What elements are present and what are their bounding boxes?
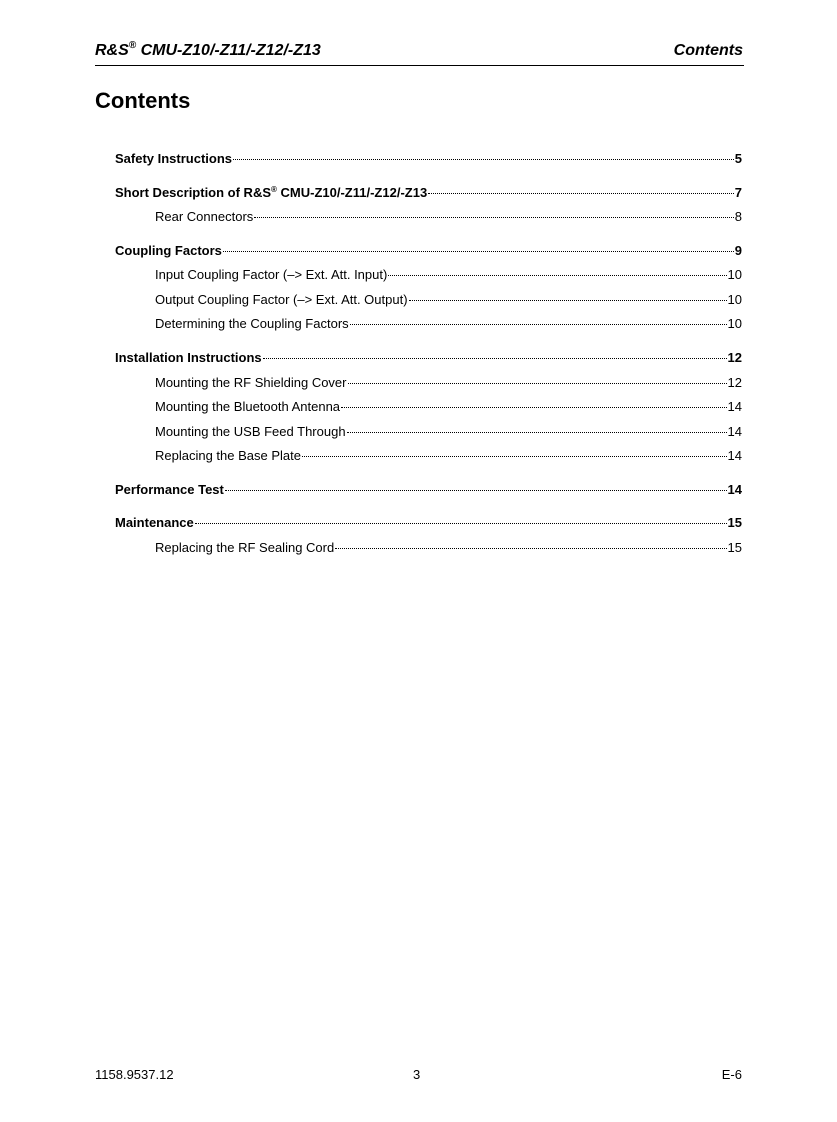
- toc-dot-leader: [223, 251, 734, 252]
- toc-page-number: 10: [727, 267, 742, 282]
- toc-entry-label: Maintenance: [115, 515, 194, 530]
- toc-dot-leader: [348, 383, 727, 384]
- toc-dot-leader: [335, 548, 726, 549]
- registered-mark: ®: [128, 40, 137, 51]
- toc-page-number: 15: [727, 515, 742, 530]
- toc-page-number: 5: [734, 151, 742, 166]
- footer-edition: E-6: [721, 1067, 742, 1082]
- toc-entry-label: Mounting the USB Feed Through: [155, 424, 346, 439]
- toc-entry-maintenance[interactable]: [115, 514, 742, 532]
- header-product-title: [95, 42, 321, 60]
- toc-entry-replacing-base-plate[interactable]: [155, 447, 742, 465]
- toc-entry-label-end: CMU-Z10/-Z11/-Z12/-Z13: [276, 185, 428, 200]
- footer-doc-number: 1158.9537.12: [95, 1067, 174, 1082]
- header-brand: R&S: [95, 42, 129, 59]
- toc-dot-leader: [428, 193, 734, 194]
- toc-dot-leader: [233, 159, 734, 160]
- toc-entry-label: Installation Instructions: [115, 350, 262, 365]
- header-product: CMU-Z10/-Z11/-Z12/-Z13: [140, 42, 321, 59]
- toc-entry-label: Replacing the Base Plate: [155, 448, 301, 463]
- header-section-name: Contents: [673, 42, 743, 59]
- toc-page-number: 7: [734, 185, 742, 200]
- toc-dot-leader: [263, 358, 727, 359]
- footer-page-number: 3: [413, 1067, 421, 1082]
- toc-entry-mounting-bluetooth-antenna[interactable]: [155, 398, 742, 416]
- toc-dot-leader: [341, 407, 726, 408]
- toc-entry-label: Determining the Coupling Factors: [155, 316, 349, 331]
- toc-page-number: 14: [727, 399, 742, 414]
- toc-entry-determining-coupling-factors[interactable]: [155, 315, 742, 333]
- toc-entry-label: Mounting the Bluetooth Antenna: [155, 399, 341, 414]
- toc-entry-label: [115, 184, 427, 202]
- toc-entry-coupling-factors[interactable]: [115, 242, 742, 260]
- toc-dot-leader: [347, 432, 727, 433]
- toc-page-number: 14: [727, 448, 742, 463]
- toc-dot-leader: [225, 490, 727, 491]
- toc-entry-label: Input Coupling Factor (–> Ext. Att. Input): [155, 267, 388, 282]
- toc-entry-label: Output Coupling Factor (–> Ext. Att. Output): [155, 292, 408, 307]
- toc-entry-label: Rear Connectors: [155, 209, 254, 224]
- page-title: Contents: [95, 88, 191, 113]
- registered-mark: ®: [271, 185, 277, 194]
- toc-dot-leader: [302, 456, 727, 457]
- toc-page-number: 14: [727, 424, 742, 439]
- toc-page-number: 9: [734, 243, 742, 258]
- toc-entry-label: Safety Instructions: [115, 151, 233, 166]
- toc-entry-mounting-usb-feed-through[interactable]: [155, 423, 742, 441]
- toc-entry-label: Performance Test: [115, 482, 224, 497]
- toc-dot-leader: [350, 324, 727, 325]
- toc-entry-replacing-rf-sealing-cord[interactable]: [155, 539, 742, 557]
- toc-entry-installation-instructions[interactable]: [115, 349, 742, 367]
- toc-entry-short-description[interactable]: [115, 184, 742, 202]
- toc-page-number: 14: [727, 482, 742, 497]
- toc-dot-leader: [388, 275, 726, 276]
- toc-entry-output-coupling-factor[interactable]: [155, 291, 742, 309]
- toc-entry-label: Mounting the RF Shielding Cover: [155, 375, 347, 390]
- toc-entry-rear-connectors[interactable]: [155, 208, 742, 226]
- toc-entry-label: Replacing the RF Sealing Cord: [155, 540, 335, 555]
- toc-page-number: 15: [727, 540, 742, 555]
- toc-entry-safety-instructions[interactable]: [115, 150, 742, 168]
- toc-dot-leader: [195, 523, 727, 524]
- toc-page-number: 8: [734, 209, 742, 224]
- toc-page-number: 12: [727, 375, 742, 390]
- toc-page-number: 10: [727, 292, 742, 307]
- toc-entry-performance-test[interactable]: [115, 481, 742, 499]
- toc-entry-label: Coupling Factors: [115, 243, 222, 258]
- toc-entry-input-coupling-factor[interactable]: [155, 266, 742, 284]
- toc-dot-leader: [254, 217, 733, 218]
- page-header: [95, 40, 744, 66]
- toc-entry-mounting-rf-shielding-cover[interactable]: [155, 374, 742, 392]
- toc-page-number: 12: [727, 350, 742, 365]
- toc-page-number: 10: [727, 316, 742, 331]
- toc-entry-label-start: Short Description of R&S: [115, 185, 272, 200]
- toc-dot-leader: [409, 300, 727, 301]
